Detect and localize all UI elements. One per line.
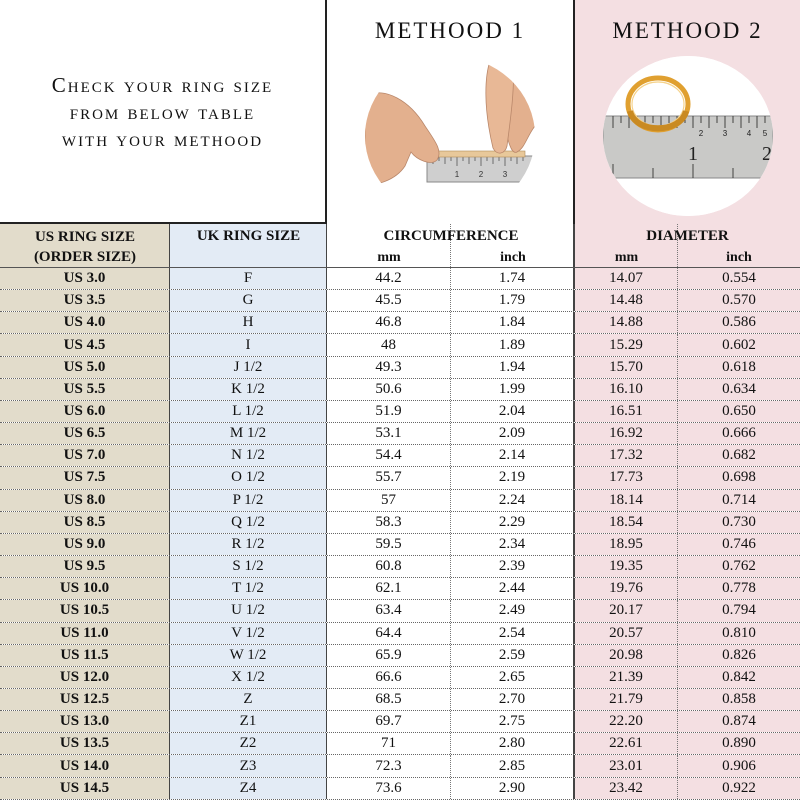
circumference-mm-cell: 69.7 xyxy=(327,711,451,732)
table-row xyxy=(0,534,800,556)
diameter-inch-cell: 0.570 xyxy=(678,290,800,311)
diameter-inch-cell: 0.794 xyxy=(678,600,800,621)
table-row xyxy=(0,733,800,755)
table-row xyxy=(0,490,800,512)
circumference-inch-cell: 2.14 xyxy=(451,445,575,466)
ruler-small-tick-4: 4 xyxy=(746,129,751,138)
us-size-cell: US 12.5 xyxy=(0,689,170,710)
circumference-mm-cell: 63.4 xyxy=(327,600,451,621)
diameter-inch-cell: 0.714 xyxy=(678,490,800,511)
uk-size-cell: Z1 xyxy=(170,711,327,732)
us-size-cell: US 7.5 xyxy=(0,467,170,488)
method-1-photo xyxy=(365,56,535,216)
diameter-mm-cell: 17.32 xyxy=(575,445,678,466)
table-row xyxy=(0,556,800,578)
circumference-inch-header: inch xyxy=(500,250,526,265)
diameter-mm-cell: 22.61 xyxy=(575,733,678,754)
uk-size-cell: K 1/2 xyxy=(170,379,327,400)
diameter-mm-cell: 14.07 xyxy=(575,268,678,289)
chart-header xyxy=(0,0,800,224)
ring-on-ruler-illustration xyxy=(603,56,773,216)
circumference-inch-cell: 1.84 xyxy=(451,312,575,333)
circumference-mm-cell: 72.3 xyxy=(327,755,451,776)
diameter-mm-cell: 15.29 xyxy=(575,334,678,355)
ruler-tick-2: 2 xyxy=(478,170,484,179)
us-size-cell: US 12.0 xyxy=(0,667,170,688)
circumference-mm-cell: 59.5 xyxy=(327,534,451,555)
uk-size-cell: P 1/2 xyxy=(170,490,327,511)
us-size-cell: US 8.0 xyxy=(0,490,170,511)
diameter-inch-cell: 0.826 xyxy=(678,645,800,666)
us-size-cell: US 14.0 xyxy=(0,755,170,776)
table-row xyxy=(0,600,800,622)
us-size-header-line1: US RING SIZE xyxy=(34,229,136,245)
diameter-inch-cell: 0.602 xyxy=(678,334,800,355)
table-row xyxy=(0,711,800,733)
table-row xyxy=(0,357,800,379)
diameter-mm-cell: 22.20 xyxy=(575,711,678,732)
circumference-mm-cell: 54.4 xyxy=(327,445,451,466)
diameter-mm-cell: 18.95 xyxy=(575,534,678,555)
circumference-inch-cell: 2.24 xyxy=(451,490,575,511)
intro-line-2: from below table xyxy=(69,99,256,124)
diameter-inch-cell: 0.906 xyxy=(678,755,800,776)
diameter-mm-cell: 16.10 xyxy=(575,379,678,400)
hands-measuring-illustration xyxy=(365,56,535,216)
circumference-mm-cell: 50.6 xyxy=(327,379,451,400)
table-body xyxy=(0,268,800,800)
uk-size-cell: F xyxy=(170,268,327,289)
diameter-mm-cell: 20.98 xyxy=(575,645,678,666)
method-2-title: METHOOD 2 xyxy=(612,18,763,43)
table-row xyxy=(0,512,800,534)
diameter-mm-cell: 16.92 xyxy=(575,423,678,444)
circumference-inch-cell: 2.90 xyxy=(451,778,575,799)
method-2-photo xyxy=(603,56,773,216)
diameter-mm-cell: 23.42 xyxy=(575,778,678,799)
method-1-title: METHOOD 1 xyxy=(374,18,526,43)
intro-line-3: with your methood xyxy=(61,126,264,151)
circumference-header: CIRCUMFERENCE xyxy=(383,228,519,244)
table-row xyxy=(0,623,800,645)
us-size-cell: US 4.5 xyxy=(0,334,170,355)
table-row xyxy=(0,401,800,423)
diameter-inch-header: inch xyxy=(726,250,752,265)
circumference-mm-cell: 68.5 xyxy=(327,689,451,710)
uk-size-cell: M 1/2 xyxy=(170,423,327,444)
circumference-inch-cell: 2.19 xyxy=(451,467,575,488)
diameter-mm-cell: 20.57 xyxy=(575,623,678,644)
circumference-mm-cell: 49.3 xyxy=(327,357,451,378)
us-size-cell: US 14.5 xyxy=(0,778,170,799)
intro-text xyxy=(0,0,327,224)
circumference-inch-cell: 2.75 xyxy=(451,711,575,732)
us-size-cell: US 10.0 xyxy=(0,578,170,599)
ruler-tick-3: 3 xyxy=(502,170,508,179)
circumference-mm-cell: 71 xyxy=(327,733,451,754)
diameter-inch-cell: 0.874 xyxy=(678,711,800,732)
us-size-cell: US 13.0 xyxy=(0,711,170,732)
uk-size-cell: Z4 xyxy=(170,778,327,799)
table-row xyxy=(0,312,800,334)
circumference-mm-cell: 64.4 xyxy=(327,623,451,644)
diameter-mm-cell: 17.73 xyxy=(575,467,678,488)
us-size-cell: US 9.0 xyxy=(0,534,170,555)
table-row xyxy=(0,578,800,600)
diameter-inch-cell: 0.746 xyxy=(678,534,800,555)
circumference-mm-cell: 55.7 xyxy=(327,467,451,488)
us-size-cell: US 5.5 xyxy=(0,379,170,400)
circumference-mm-cell: 44.2 xyxy=(327,268,451,289)
circumference-mm-cell: 65.9 xyxy=(327,645,451,666)
uk-size-cell: G xyxy=(170,290,327,311)
us-size-cell: US 3.5 xyxy=(0,290,170,311)
diameter-inch-cell: 0.890 xyxy=(678,733,800,754)
circumference-mm-header: mm xyxy=(377,250,401,265)
us-size-header xyxy=(0,226,170,268)
diameter-inch-cell: 0.778 xyxy=(678,578,800,599)
uk-size-cell: S 1/2 xyxy=(170,556,327,577)
uk-size-cell: V 1/2 xyxy=(170,623,327,644)
us-size-cell: US 6.5 xyxy=(0,423,170,444)
table-row xyxy=(0,755,800,777)
circumference-mm-cell: 45.5 xyxy=(327,290,451,311)
circumference-inch-cell: 2.80 xyxy=(451,733,575,754)
uk-size-cell: J 1/2 xyxy=(170,357,327,378)
us-size-cell: US 3.0 xyxy=(0,268,170,289)
circumference-inch-cell: 2.29 xyxy=(451,512,575,533)
ruler-small-tick-5: 5 xyxy=(762,129,767,138)
circumference-inch-cell: 2.09 xyxy=(451,423,575,444)
diameter-inch-cell: 0.698 xyxy=(678,467,800,488)
diameter-inch-cell: 0.842 xyxy=(678,667,800,688)
uk-size-cell: H xyxy=(170,312,327,333)
circumference-inch-cell: 2.65 xyxy=(451,667,575,688)
us-size-cell: US 10.5 xyxy=(0,600,170,621)
uk-size-cell: N 1/2 xyxy=(170,445,327,466)
uk-size-header: UK RING SIZE xyxy=(196,228,301,244)
circumference-mm-cell: 51.9 xyxy=(327,401,451,422)
table-row xyxy=(0,334,800,356)
table-row xyxy=(0,778,800,800)
diameter-mm-cell: 23.01 xyxy=(575,755,678,776)
ruler-small-tick-2: 2 xyxy=(698,129,703,138)
diameter-mm-cell: 19.76 xyxy=(575,578,678,599)
uk-size-cell: X 1/2 xyxy=(170,667,327,688)
circumference-mm-cell: 46.8 xyxy=(327,312,451,333)
ruler-big-tick-1: 1 xyxy=(687,143,698,165)
circumference-mm-cell: 73.6 xyxy=(327,778,451,799)
table-row xyxy=(0,667,800,689)
uk-size-cell: T 1/2 xyxy=(170,578,327,599)
circumference-inch-cell: 1.79 xyxy=(451,290,575,311)
table-row xyxy=(0,645,800,667)
circumference-inch-cell: 2.04 xyxy=(451,401,575,422)
circumference-inch-cell: 2.44 xyxy=(451,578,575,599)
table-row xyxy=(0,379,800,401)
circumference-inch-cell: 1.74 xyxy=(451,268,575,289)
us-size-cell: US 11.5 xyxy=(0,645,170,666)
circumference-mm-cell: 62.1 xyxy=(327,578,451,599)
table-row xyxy=(0,268,800,290)
intro-line-1: Check your ring size xyxy=(51,72,274,97)
diameter-mm-cell: 14.48 xyxy=(575,290,678,311)
circumference-mm-cell: 60.8 xyxy=(327,556,451,577)
uk-size-cell: I xyxy=(170,334,327,355)
circumference-mm-cell: 48 xyxy=(327,334,451,355)
diameter-inch-cell: 0.858 xyxy=(678,689,800,710)
circumference-inch-cell: 1.99 xyxy=(451,379,575,400)
diameter-header: DIAMETER xyxy=(646,228,729,244)
diameter-mm-cell: 19.35 xyxy=(575,556,678,577)
uk-size-cell: Z xyxy=(170,689,327,710)
diameter-mm-cell: 18.54 xyxy=(575,512,678,533)
diameter-mm-cell: 21.39 xyxy=(575,667,678,688)
circumference-inch-cell: 2.49 xyxy=(451,600,575,621)
us-size-cell: US 4.0 xyxy=(0,312,170,333)
us-size-cell: US 5.0 xyxy=(0,357,170,378)
uk-size-cell: U 1/2 xyxy=(170,600,327,621)
uk-size-cell: L 1/2 xyxy=(170,401,327,422)
uk-size-cell: Z3 xyxy=(170,755,327,776)
diameter-mm-cell: 20.17 xyxy=(575,600,678,621)
table-row xyxy=(0,689,800,711)
circumference-inch-cell: 1.94 xyxy=(451,357,575,378)
us-size-cell: US 8.5 xyxy=(0,512,170,533)
diameter-inch-cell: 0.730 xyxy=(678,512,800,533)
uk-size-cell: O 1/2 xyxy=(170,467,327,488)
table-row xyxy=(0,423,800,445)
diameter-inch-cell: 0.586 xyxy=(678,312,800,333)
diameter-inch-cell: 0.650 xyxy=(678,401,800,422)
ruler-small-tick-3: 3 xyxy=(722,129,727,138)
diameter-inch-cell: 0.922 xyxy=(678,778,800,799)
diameter-mm-cell: 21.79 xyxy=(575,689,678,710)
ruler-tick-1: 1 xyxy=(454,170,460,179)
table-row xyxy=(0,467,800,489)
us-size-header-line2: (ORDER SIZE) xyxy=(33,249,137,265)
uk-size-cell: W 1/2 xyxy=(170,645,327,666)
diameter-inch-cell: 0.618 xyxy=(678,357,800,378)
circumference-inch-cell: 1.89 xyxy=(451,334,575,355)
circumference-inch-cell: 2.85 xyxy=(451,755,575,776)
circumference-inch-cell: 2.39 xyxy=(451,556,575,577)
us-size-cell: US 6.0 xyxy=(0,401,170,422)
circumference-inch-cell: 2.34 xyxy=(451,534,575,555)
us-size-cell: US 11.0 xyxy=(0,623,170,644)
diameter-inch-cell: 0.762 xyxy=(678,556,800,577)
diameter-mm-cell: 15.70 xyxy=(575,357,678,378)
method-1-panel xyxy=(327,0,575,224)
circumference-mm-cell: 66.6 xyxy=(327,667,451,688)
paper-strip xyxy=(435,151,525,157)
circumference-mm-cell: 53.1 xyxy=(327,423,451,444)
ruler-big-tick-2: 2 xyxy=(761,143,772,165)
us-size-cell: US 9.5 xyxy=(0,556,170,577)
diameter-inch-cell: 0.554 xyxy=(678,268,800,289)
diameter-mm-cell: 16.51 xyxy=(575,401,678,422)
circumference-inch-cell: 2.59 xyxy=(451,645,575,666)
uk-size-cell: Z2 xyxy=(170,733,327,754)
circumference-mm-cell: 58.3 xyxy=(327,512,451,533)
uk-size-cell: R 1/2 xyxy=(170,534,327,555)
us-size-cell: US 7.0 xyxy=(0,445,170,466)
diameter-mm-header: mm xyxy=(614,250,639,265)
circumference-inch-cell: 2.70 xyxy=(451,689,575,710)
diameter-inch-cell: 0.682 xyxy=(678,445,800,466)
circumference-mm-cell: 57 xyxy=(327,490,451,511)
table-row xyxy=(0,290,800,312)
method-2-panel xyxy=(575,0,800,224)
us-size-cell: US 13.5 xyxy=(0,733,170,754)
circumference-inch-cell: 2.54 xyxy=(451,623,575,644)
diameter-inch-cell: 0.666 xyxy=(678,423,800,444)
diameter-mm-cell: 18.14 xyxy=(575,490,678,511)
diameter-inch-cell: 0.634 xyxy=(678,379,800,400)
diameter-inch-cell: 0.810 xyxy=(678,623,800,644)
table-row xyxy=(0,445,800,467)
diameter-mm-cell: 14.88 xyxy=(575,312,678,333)
uk-size-cell: Q 1/2 xyxy=(170,512,327,533)
